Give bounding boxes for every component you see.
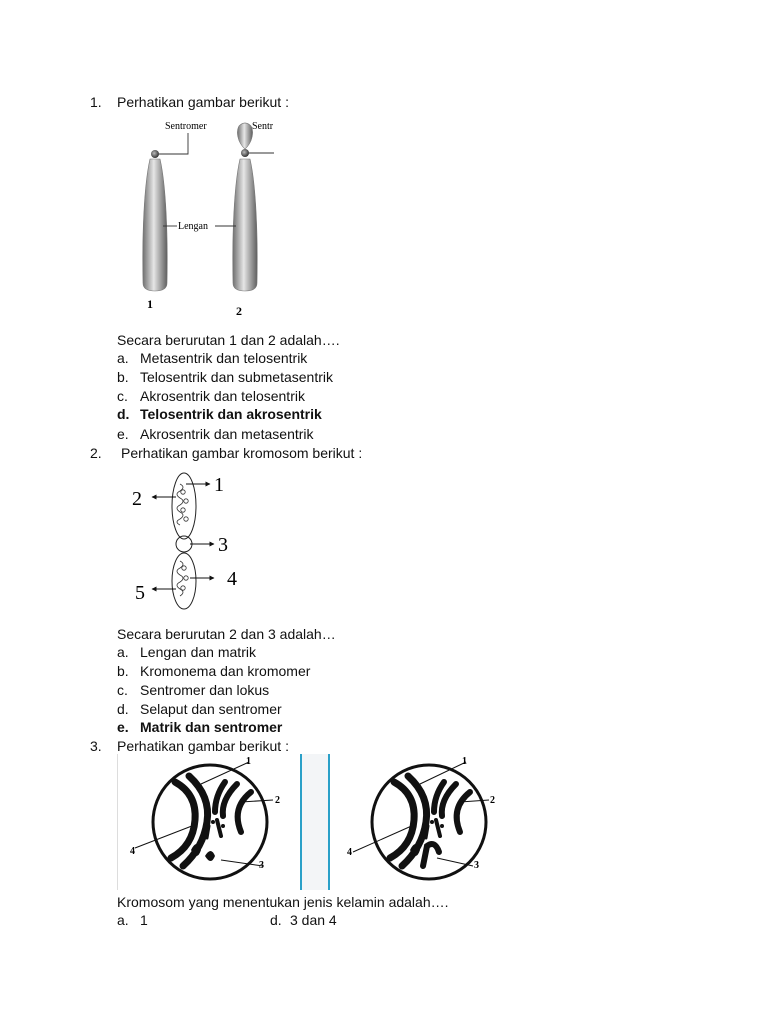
cell-left-label-4: 4 <box>130 846 135 857</box>
q3-option-a-letter: a. <box>117 912 129 928</box>
q2-option-c-letter: c. <box>117 682 128 698</box>
cell-right-label-2: 2 <box>490 795 495 806</box>
cell-right-label-1: 1 <box>462 756 467 767</box>
q1-option-d-text: Telosentrik dan akrosentrik <box>140 406 322 422</box>
q3-option-d-text: 3 dan 4 <box>290 912 337 928</box>
q2-number: 2. <box>90 445 102 461</box>
label-arm: Lengan <box>178 221 208 232</box>
chromosome-2 <box>233 159 257 291</box>
q1-prompt: Perhatikan gambar berikut : <box>117 94 289 110</box>
cell-left-label-3: 3 <box>259 860 264 871</box>
q2-option-d-text: Selaput dan sentromer <box>140 701 282 717</box>
q1-chromosome-figure <box>118 115 288 325</box>
chromosome-number-2: 2 <box>236 304 242 318</box>
cell-right <box>347 756 495 879</box>
q3-number: 3. <box>90 738 102 754</box>
q2-prompt: Perhatikan gambar kromosom berikut : <box>121 445 363 461</box>
chromosome-1 <box>143 159 167 291</box>
q1-option-a-letter: a. <box>117 350 129 366</box>
q2-option-e-letter: e. <box>117 719 129 735</box>
label-centromere: Sentromer <box>165 121 207 132</box>
q2-option-e-text: Matrik dan sentromer <box>140 719 283 735</box>
q3-karyotype-figure <box>117 754 507 890</box>
q1-option-e-letter: e. <box>117 426 129 442</box>
q1-option-d-letter: d. <box>117 406 130 422</box>
q1-option-b-text: Telosentrik dan submetasentrik <box>140 369 333 385</box>
centromere-dot-1 <box>151 150 159 158</box>
upper-arm <box>172 473 196 539</box>
label-4: 4 <box>227 568 237 590</box>
q1-option-c-letter: c. <box>117 388 128 404</box>
q2-option-b-text: Kromonema dan kromomer <box>140 663 311 679</box>
label-1: 1 <box>214 474 224 496</box>
q3-option-a-text: 1 <box>140 912 148 928</box>
q3-prompt: Perhatikan gambar berikut : <box>117 738 289 754</box>
q2-option-a-letter: a. <box>117 644 129 660</box>
cell-right-label-3: 3 <box>474 860 479 871</box>
lower-arm <box>172 553 196 609</box>
chromosome-number-1: 1 <box>147 297 153 311</box>
q2-option-a-text: Lengan dan matrik <box>140 644 256 660</box>
cell-left-label-1: 1 <box>246 756 251 767</box>
q3-option-d-letter: d. <box>270 912 282 928</box>
q2-option-b-letter: b. <box>117 663 129 679</box>
centromere-circle <box>176 536 192 552</box>
q1-question: Secara berurutan 1 dan 2 adalah…. <box>117 332 340 348</box>
q1-option-a-text: Metasentrik dan telosentrik <box>140 350 308 366</box>
label-3: 3 <box>218 534 228 556</box>
q2-option-d-letter: d. <box>117 701 129 717</box>
q3-question: Kromosom yang menentukan jenis kelamin adalah…. <box>117 894 449 910</box>
label-5: 5 <box>135 582 145 604</box>
label-2: 2 <box>132 488 142 510</box>
q1-option-c-text: Akrosentrik dan telosentrik <box>140 388 305 404</box>
cell-left-label-2: 2 <box>275 795 280 806</box>
cell-right-label-4: 4 <box>347 847 352 858</box>
q1-option-b-letter: b. <box>117 369 129 385</box>
q1-number: 1. <box>90 94 102 110</box>
satellite-2 <box>237 123 252 149</box>
q2-chromosome-figure <box>124 468 264 616</box>
centromere-dot-2 <box>241 149 249 157</box>
q2-question: Secara berurutan 2 dan 3 adalah… <box>117 626 336 642</box>
q2-option-c-text: Sentromer dan lokus <box>140 682 270 698</box>
q1-option-e-text: Akrosentrik dan metasentrik <box>140 426 314 442</box>
label-centromere-cut: Sentr <box>252 121 274 132</box>
cell-left <box>130 756 280 879</box>
